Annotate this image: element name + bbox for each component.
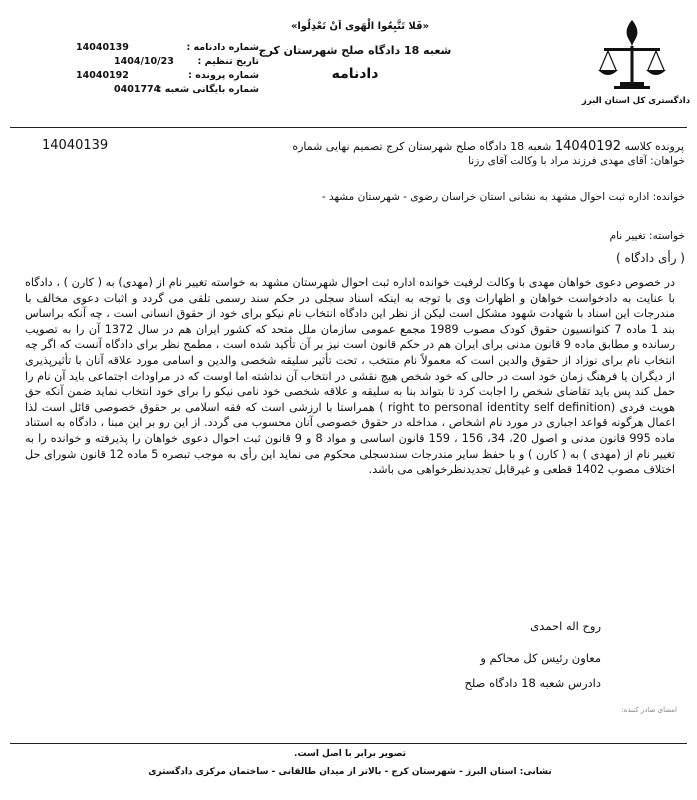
meta-value: 0401774 [114,84,161,95]
court-branch-title: شعبه 18 دادگاه صلح شهرستان کرج [258,44,452,57]
verdict-body [25,275,675,478]
meta-verdict-number [14,42,259,56]
footer-address: نشانی: استان البرز - شهرستان کرج - بالاتر از میدان طالقانی - ساختمان مرکزی دادگستری [148,767,552,777]
verdict-number-left: 14040139 [42,138,109,153]
judge-title-line-1: معاون رئیس کل محاکم و [480,651,601,665]
meta-label: شماره بایگانی شعبه : [157,84,259,95]
case-file-number: 14040192 [554,139,622,154]
issuer-signature-label: امضای صادر کننده: [621,706,677,714]
case-text: شعبه 18 دادگاه صلح شهرستان کرج تصمیم نهایی شماره [292,140,552,153]
certified-copy-note: تصویر برابر با اصل است. [294,749,406,759]
footer-divider [10,743,687,744]
judge-name: روح اله احمدی [530,619,601,633]
document-type-title: دادنامه [331,66,379,82]
meta-label: تاریخ تنظیم : [197,56,259,67]
case-info-row [12,138,684,156]
claim-line: خواسته: تغییر نام [609,230,685,242]
meta-issue-date [14,56,259,70]
meta-archive-number [14,84,259,98]
judge-title-line-2: دادرس شعبه 18 دادگاه صلح [464,676,601,690]
case-prefix: پرونده کلاسه [624,140,684,153]
plaintiff-line: خواهان: آقای مهدی فرزند مراد با وکالت آقای رزنا [468,155,685,167]
header-verse: «فَلا تَتَّبِعُوا الْهَوى اَنْ تَعْدِلُوا» [290,21,430,32]
verdict-title: ( رأی دادگاه ) [615,251,685,265]
meta-label: شماره دادنامه : [186,42,259,53]
meta-value: 14040192 [76,70,129,81]
defendant-line: خوانده: اداره ثبت احوال مشهد به نشانی استان خراسان رضوی - شهرستان مشهد - [321,191,685,203]
meta-case-number [14,70,259,84]
case-line [292,139,684,154]
meta-value: 14040139 [76,42,129,53]
header-divider [10,127,687,128]
organization-name: دادگستری کل استان البرز [581,96,691,106]
verdict-paragraph: در خصوص دعوی خواهان مهدی با وکالت لرفیت خوانده اداره ثبت احوال شهرستان مشهد به خواسته تغییر نام از (مهدی) به ( کارن ) ، دادگاه با عنایت به دادخواست خواهان و اظهارات وی با توجه به اینکه اسناد سجلی در حکم سند رسمی تلقی می گردد و اثبات دعوی مخالف با مندرجات این اسناد با شهادت شهود مشکل است لیکن از نظر این دادگاه انتخاب نام نیکو برای خود از حقوق انسانی است ، چه آنکه براساس بند 1 ماده 7 کنوانسیون حقوق کودک مصوب 1989 مجمع عمومی سازمان ملل متحد که کشور ایران هم در سال 1372 آن را به تصویب رسانده و مطابق ماده 9 قانون مدنی برای ایران هم در حکم قانون است نیز بر آن تأکید شده است ، مطمح نظر برای دادگاه آنست که اگر چه انتخاب نام برای نوزاد از حقوق والدین است که معمولاً نام منتخب ، تحت تأثیر سلیقه شخصی والدین و اسامی مورد علاقه آنان با تأثیرپذیری از دیگران یا فرهنگ زمان خود است در حالی که خود شخص هیچ نقشی در انتخاب آن نداشته اما اوست که در مراودات اجتماعی باید آن نام را حمل کند پس باید تقاضای شخص را اجابت کرد تا بتواند بنا به سلیقه و علاقه شخصی خود نامی نیکو را برای خود انتخاب نماید ضمن آنکه حق هویت فردی (right to personal identity self definition ) همراستا با ارزشی است که فقه اسلامی بر حقوق خصوصی قائل است لذا اعمال هرگونه قواعد اجباری در مورد نام اشخاص ، مداخله در حقوق خصوصی آنان محسوب می گردد. از این رو بر این مبنا ، دادگاه به استناد ماده 995 قانون مدنی و اصول 20، 34، 156 ، 159 قانون اساسی و مواد 8 و 9 قانون ثبت احوال دعوی خواهان را پذیرفته و خوانده را به تغییر نام از (مهدی ) به ( کارن ) و با حفظ سایر مندرجات سندسجلی محکوم می نماید این رأی به موجب تبصره 5 ماده 12 قانون شورای حل اختلاف مصوب 1402 قطعی و غیرقابل تجدیدنظرخواهی می باشد. [25,276,676,477]
scales-emblem-icon [592,14,672,94]
meta-value: 1404/10/23 [114,56,174,67]
meta-label: شماره پرونده : [188,70,259,81]
